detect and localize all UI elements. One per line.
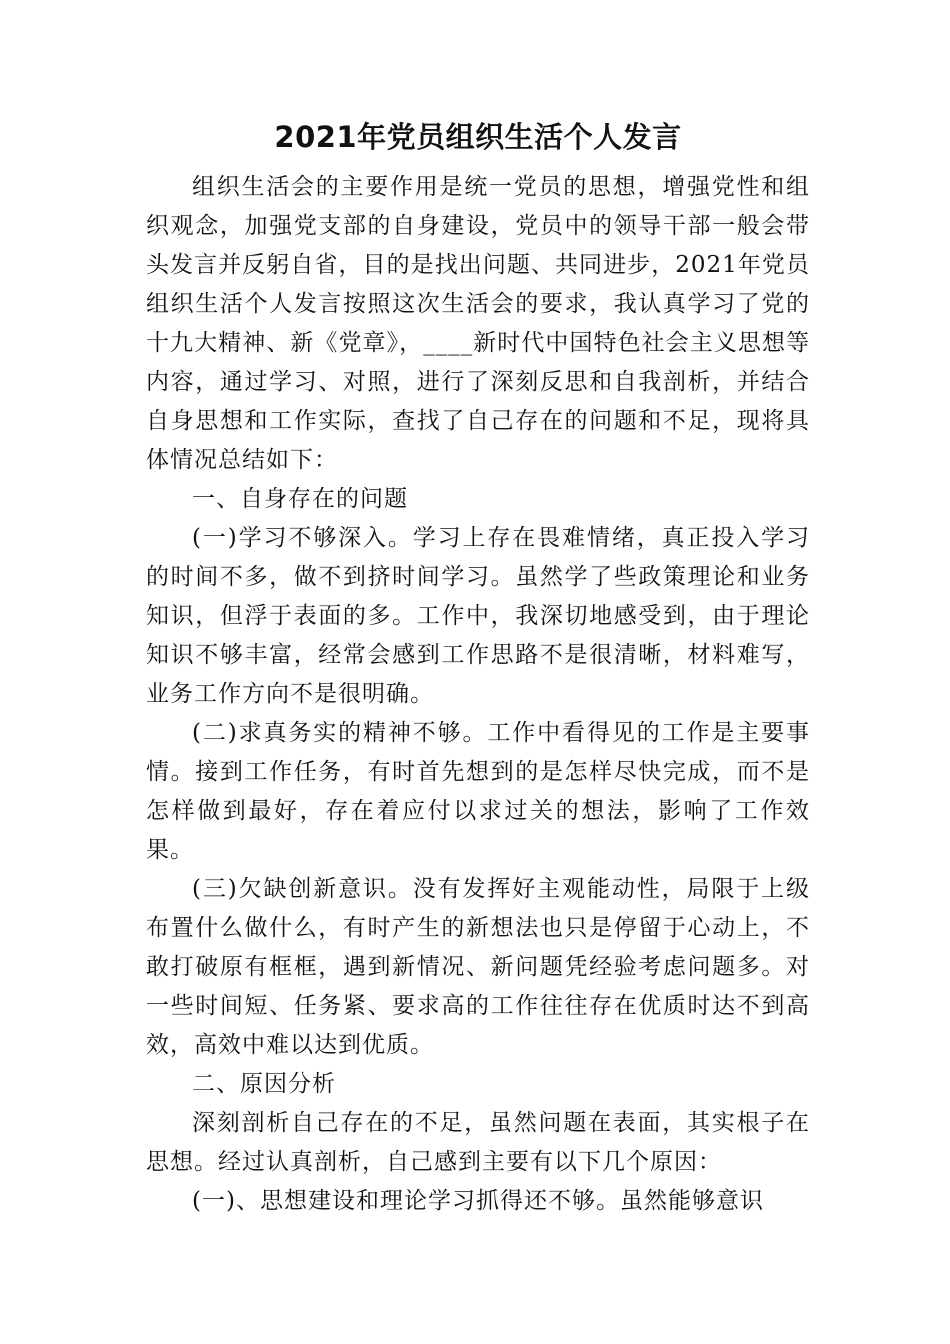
cause-intro-paragraph: 深刻剖析自己存在的不足，虽然问题在表面，其实根子在思想。经过认真剖析，自己感到主要有以下几个原因： [146, 1110, 810, 1175]
cause-paragraph-1: (一)、思想建设和理论学习抓得还不够。虽然能够意识 [192, 1188, 764, 1214]
problem-paragraph-3: (三)欠缺创新意识。没有发挥好主观能动性，局限于上级布置什么做什么，有时产生的新想法也只是停留于心动上，不敢打破原有框框，遇到新情况、新问题凭经验考虑问题多。对一些时间短、任务紧、要求高的工作往往存在优质时达不到高效，高效中难以达到优质。 [146, 876, 810, 1058]
document-title: 2021年党员组织生活个人发言 [274, 120, 682, 154]
intro-paragraph: 组织生活会的主要作用是统一党员的思想，增强党性和组织观念，加强党支部的自身建设，党员中的领导干部一般会带头发言并反躬自省，目的是找出问题、共同进步，2021年党员组织生活个人发言按照这次生活会的要求，我认真学习了党的十九大精神、新《党章》，____新时代中国特色社会主义思想等内容，通过学习、对照，进行了深刻反思和自我剖析，并结合自身思想和工作实际，查找了自己存在的问题和不足，现将具体情况总结如下： [146, 174, 810, 473]
section-heading-problems: 一、自身存在的问题 [192, 486, 408, 512]
document-page [146, 112, 810, 1221]
section-heading-causes: 二、原因分析 [192, 1071, 336, 1097]
problem-paragraph-2: (二)求真务实的精神不够。工作中看得见的工作是主要事情。接到工作任务，有时首先想到的是怎样尽快完成，而不是怎样做到最好，存在着应付以求过关的想法，影响了工作效果。 [146, 720, 810, 863]
problem-paragraph-1: (一)学习不够深入。学习上存在畏难情绪，真正投入学习的时间不多，做不到挤时间学习。虽然学了些政策理论和业务知识，但浮于表面的多。工作中，我深切地感受到，由于理论知识不够丰富，经常会感到工作思路不是很清晰，材料难写，业务工作方向不是很明确。 [146, 525, 810, 707]
